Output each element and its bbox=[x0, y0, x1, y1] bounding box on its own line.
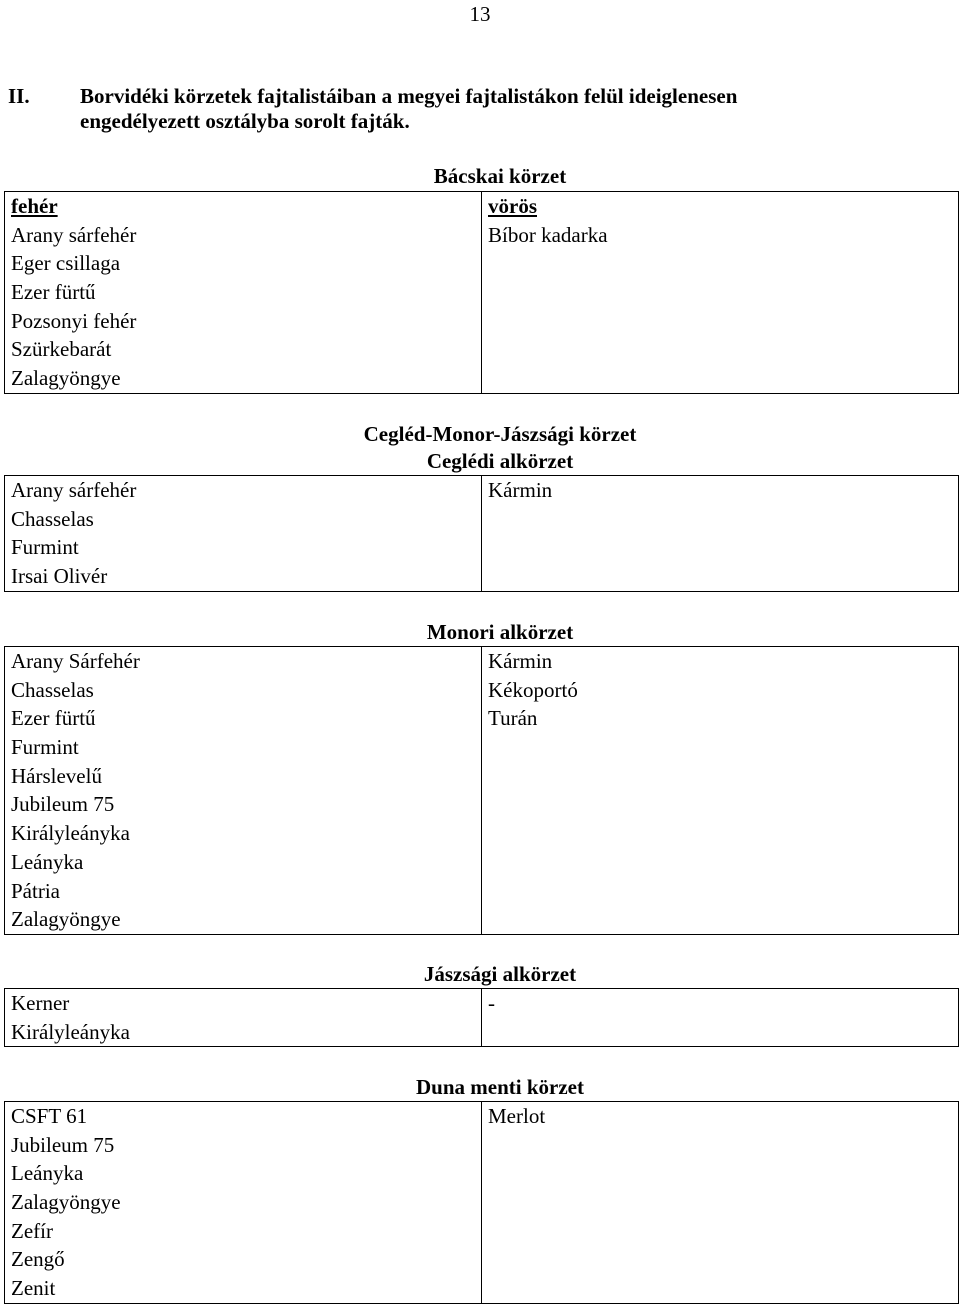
variety-item: Arany Sárfehér bbox=[11, 649, 140, 673]
variety-item: - bbox=[488, 991, 495, 1015]
variety-item: Arany sárfehér bbox=[11, 222, 137, 247]
duna-menti-red-column bbox=[482, 1102, 959, 1304]
variety-item: Zengő bbox=[11, 1247, 65, 1272]
duna-menti-title: Duna menti körzet bbox=[416, 1075, 584, 1099]
white-variety-list bbox=[11, 221, 481, 393]
ceglédi-red-list bbox=[488, 476, 958, 505]
heading-text-line1: Borvidéki körzetek fajtalistáiban a megyei fajtalistákon felül ideiglenesen bbox=[80, 84, 738, 108]
variety-item: Zalagyöngye bbox=[11, 366, 121, 391]
variety-item: Jubileum 75 bbox=[11, 792, 115, 817]
bacskai-white-column bbox=[5, 192, 482, 394]
variety-item: Zefír bbox=[11, 1218, 53, 1243]
jaszsagi-white-list bbox=[11, 989, 481, 1046]
section-heading bbox=[8, 84, 948, 134]
variety-item: Chasselas bbox=[11, 506, 94, 531]
variety-item: Bíbor kadarka bbox=[488, 222, 608, 247]
variety-item: Turán bbox=[488, 706, 538, 731]
monori-white-column bbox=[5, 647, 482, 935]
bacskai-red-column bbox=[482, 192, 959, 394]
variety-item: Pozsonyi fehér bbox=[11, 308, 137, 333]
page-number: 13 bbox=[469, 2, 491, 26]
variety-item: Furmint bbox=[11, 735, 79, 760]
variety-item: Zalagyöngye bbox=[11, 1190, 121, 1215]
variety-item: Kármin bbox=[488, 649, 553, 673]
variety-item: CSFT 61 bbox=[11, 1104, 88, 1128]
duna-menti-red-list bbox=[488, 1102, 958, 1131]
red-variety-list bbox=[488, 221, 958, 250]
ceglédi-red-column bbox=[482, 476, 959, 592]
variety-item: Királyleányka bbox=[11, 821, 130, 846]
variety-item: Jubileum 75 bbox=[11, 1132, 115, 1157]
variety-item: Eger csillaga bbox=[11, 251, 121, 276]
jaszsagi-table bbox=[4, 988, 959, 1047]
monori-white-list bbox=[11, 647, 481, 934]
monori-table bbox=[4, 646, 959, 935]
variety-item: Merlot bbox=[488, 1104, 546, 1128]
variety-item: Zalagyöngye bbox=[11, 907, 121, 932]
variety-item: Hárslevelű bbox=[11, 763, 102, 788]
jaszsagi-red-list bbox=[488, 989, 958, 1018]
variety-item: Ezer fürtű bbox=[11, 706, 96, 731]
jaszsagi-title: Jászsági alkörzet bbox=[423, 962, 577, 986]
variety-item: Kármin bbox=[488, 478, 553, 502]
variety-item: Arany sárfehér bbox=[11, 478, 137, 502]
heading-number: II. bbox=[8, 84, 30, 108]
monori-red-list bbox=[488, 647, 958, 733]
variety-item: Kékoportó bbox=[488, 677, 578, 702]
cegled-monor-title: Cegléd-Monor-Jászsági körzet bbox=[363, 422, 637, 446]
monori-red-column bbox=[482, 647, 959, 935]
variety-item: Szürkebarát bbox=[11, 337, 112, 362]
variety-item: Irsai Olivér bbox=[11, 564, 108, 589]
heading-text-line2: engedélyezett osztályba sorolt fajták. bbox=[80, 109, 410, 133]
ceglédi-white-column bbox=[5, 476, 482, 592]
variety-item: Királyleányka bbox=[11, 1019, 130, 1044]
variety-item: Furmint bbox=[11, 535, 79, 560]
bacskai-table bbox=[4, 191, 959, 394]
duna-menti-white-column bbox=[5, 1102, 482, 1304]
red-header: vörös bbox=[488, 194, 537, 218]
white-header: fehér bbox=[11, 194, 58, 218]
variety-item: Kerner bbox=[11, 991, 70, 1015]
variety-item: Leányka bbox=[11, 1161, 84, 1186]
variety-item: Leányka bbox=[11, 849, 84, 874]
variety-item: Pátria bbox=[11, 878, 60, 903]
monori-title: Monori alkörzet bbox=[426, 620, 574, 644]
duna-menti-white-list bbox=[11, 1102, 481, 1303]
jaszsagi-white-column bbox=[5, 989, 482, 1047]
variety-item: Zenit bbox=[11, 1276, 56, 1301]
jaszsagi-red-column bbox=[482, 989, 959, 1047]
ceglédi-table bbox=[4, 475, 959, 592]
bacskai-title: Bácskai körzet bbox=[433, 164, 567, 188]
variety-item: Ezer fürtű bbox=[11, 280, 96, 305]
duna-menti-table bbox=[4, 1101, 959, 1304]
ceglédi-white-list bbox=[11, 476, 481, 591]
ceglédi-subtitle: Ceglédi alkörzet bbox=[426, 449, 574, 473]
variety-item: Chasselas bbox=[11, 677, 94, 702]
